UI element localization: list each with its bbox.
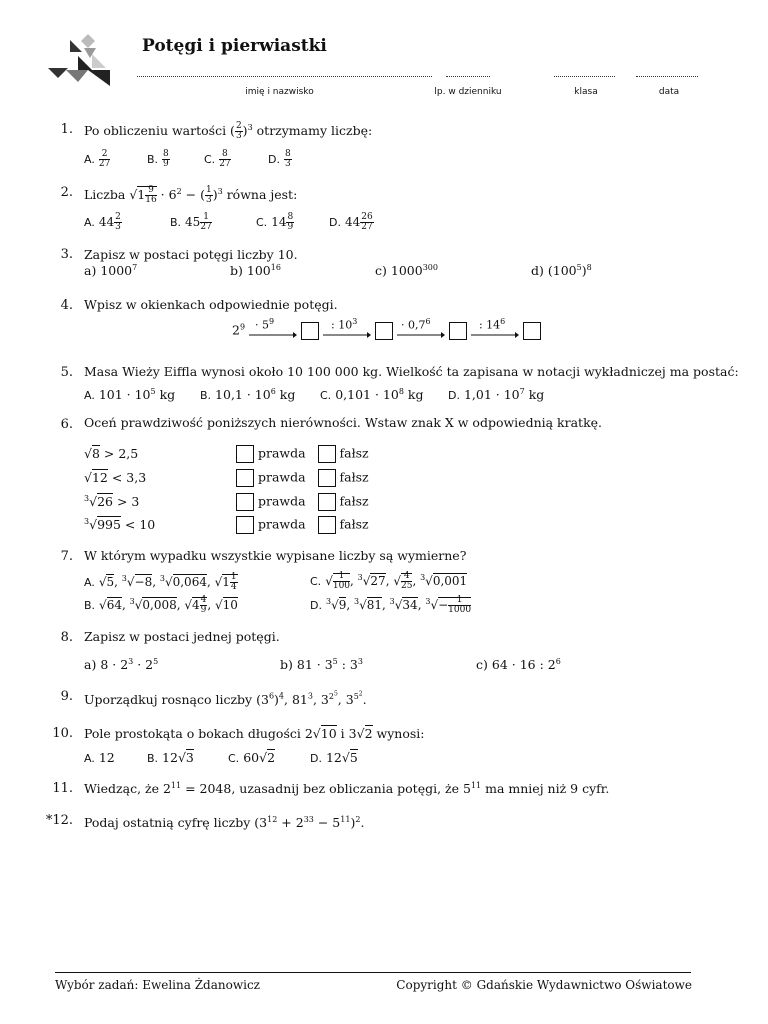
true-checkbox[interactable]: [236, 493, 254, 511]
name-field[interactable]: [137, 76, 432, 77]
power-chain: $2^9$ · $5^9$ : $10^3$ · $0,7^6$ : $14^6$: [232, 322, 541, 340]
question-11-text: Wiedząc, że $2^{11} = 2048$, uzasadnij bez obliczania potęgi, że $5^{11}$ ma mniej niż 9 cyfr.: [84, 781, 610, 797]
false-checkbox[interactable]: [318, 516, 336, 534]
answer-box[interactable]: [375, 322, 393, 340]
question-7-option-a: A. √5, $^3$√−8, $^3$√0,064, √1 $\frac{1}{4}$: [84, 572, 237, 592]
date-label: data: [658, 87, 680, 97]
question-2-options: A. 44 $\frac{2}{3}$ B. 45 $\frac{1}{27}$ C. 14 $\frac{8}{9}$ D. 44 $\frac{26}{27}$: [84, 212, 373, 232]
question-2-text: Liczba √1 $\frac{9}{16}$ · $6^2$ − ( $\frac{1}{3}$ )$^3$ równa jest:: [84, 185, 298, 205]
answer-box[interactable]: [449, 322, 467, 340]
true-false-row: prawda fałsz: [236, 469, 369, 487]
question-3-text: Zapisz w postaci potęgi liczby 10.: [84, 247, 298, 262]
question-number: 8.: [60, 630, 73, 645]
question-3-options: a) 1000$^7$ b) $100^{16}$ c) 1000$^{300}$ d) $(100^5)^8$: [84, 263, 592, 279]
question-4-text: Wpisz w okienkach odpowiednie potęgi.: [84, 297, 338, 312]
question-7-text: W którym wypadku wszystkie wypisane liczby są wymierne?: [84, 548, 467, 563]
question-number: 2.: [60, 185, 73, 200]
footer-divider: [55, 972, 691, 973]
question-12-text: Podaj ostatnią cyfrę liczby $(3^{12} + 2^{33} - 5^{11})^2$.: [84, 815, 365, 831]
question-8-options: a) $8 \cdot 2^3 \cdot 2^5$ b) $81 \cdot 3^5$ : $3^3$ c) 64 · 16 : $2^6$: [84, 657, 561, 673]
class-field[interactable]: [554, 76, 615, 77]
question-7-option-d: D. $^3$√9, $^3$√81, $^3$√34, $^3$√− $\frac{1}{1000}$: [310, 595, 472, 615]
question-5-options: A. $101 \cdot 10^5$ kg B. $10,1 \cdot 10^6$ kg C. $0,101 \cdot 10^8$ kg D. $1,01 \cdot 10^7$ kg: [84, 387, 545, 403]
question-9-text: Uporządkuj rosnąco liczby $(3^6)^4$, $81^3$, $3^{2^5}$, $3^{5^2}$.: [84, 690, 367, 707]
inequality-row: $^3$√26 > 3: [84, 494, 140, 510]
question-number: 9.: [60, 689, 73, 704]
question-1-text: Po obliczeniu wartości ( $\frac{2}{3}$ )$^3$ otrzymamy liczbę:: [84, 121, 373, 141]
inequality-row: $^3$√995 < 10: [84, 517, 156, 533]
date-field[interactable]: [636, 76, 698, 77]
question-5-text: Masa Wieży Eiffla wynosi około 10 100 000 kg. Wielkość ta zapisana w notacji wykładniczej ma postać:: [84, 364, 739, 379]
false-checkbox[interactable]: [318, 469, 336, 487]
false-checkbox[interactable]: [318, 493, 336, 511]
question-10-options: A. 12 B. 12√3 C. 60√2 D. 12√5: [84, 750, 358, 765]
question-number: 5.: [60, 365, 73, 380]
question-10-text: Pole prostokąta o bokach długości 2√10 i 3√2 wynosi:: [84, 726, 425, 741]
question-number: 6.: [60, 417, 73, 432]
question-7-option-c: C. √ $\frac{1}{100}$ , $^3$√27, √ $\frac{4}{25}$ , $^3$√0,001: [310, 571, 468, 591]
true-false-row: prawda fałsz: [236, 516, 369, 534]
answer-box[interactable]: [301, 322, 319, 340]
true-checkbox[interactable]: [236, 469, 254, 487]
publisher-logo-icon: [48, 34, 114, 88]
question-number: 3.: [60, 247, 73, 262]
true-checkbox[interactable]: [236, 445, 254, 463]
question-number: 4.: [60, 298, 73, 313]
question-number: 10.: [52, 726, 73, 741]
inequality-row: √12 < 3,3: [84, 470, 147, 486]
question-number: 1.: [60, 122, 73, 137]
question-1-options: A. $\frac{2}{27}$ B. $\frac{8}{9}$ C. $\frac{8}{27}$ D. $\frac{8}{3}$: [84, 149, 291, 169]
question-number: *12.: [45, 813, 73, 828]
answer-box[interactable]: [523, 322, 541, 340]
register-number-label: lp. w dzienniku: [434, 87, 502, 97]
question-number: 7.: [60, 549, 73, 564]
false-checkbox[interactable]: [318, 445, 336, 463]
footer-copyright: Copyright © Gdańskie Wydawnictwo Oświatowe: [396, 978, 692, 992]
question-number: 11.: [52, 781, 73, 796]
name-field-label: imię i nazwisko: [245, 87, 314, 97]
footer-author: Wybór zadań: Ewelina Żdanowicz: [55, 978, 260, 992]
true-false-row: prawda fałsz: [236, 493, 369, 511]
inequality-row: √8 > 2,5: [84, 446, 139, 462]
true-false-row: prawda fałsz: [236, 445, 369, 463]
page-title: Potęgi i pierwiastki: [142, 36, 327, 56]
true-checkbox[interactable]: [236, 516, 254, 534]
register-number-field[interactable]: [446, 76, 490, 77]
question-7-option-b: B. √64, $^3$√0,008, √4 $\frac{4}{9}$ , √10: [84, 595, 238, 615]
question-8-text: Zapisz w postaci jednej potęgi.: [84, 629, 280, 644]
class-label: klasa: [574, 87, 598, 97]
question-6-text: Oceń prawdziwość poniższych nierówności. Wstaw znak X w odpowiednią kratkę.: [84, 415, 603, 430]
